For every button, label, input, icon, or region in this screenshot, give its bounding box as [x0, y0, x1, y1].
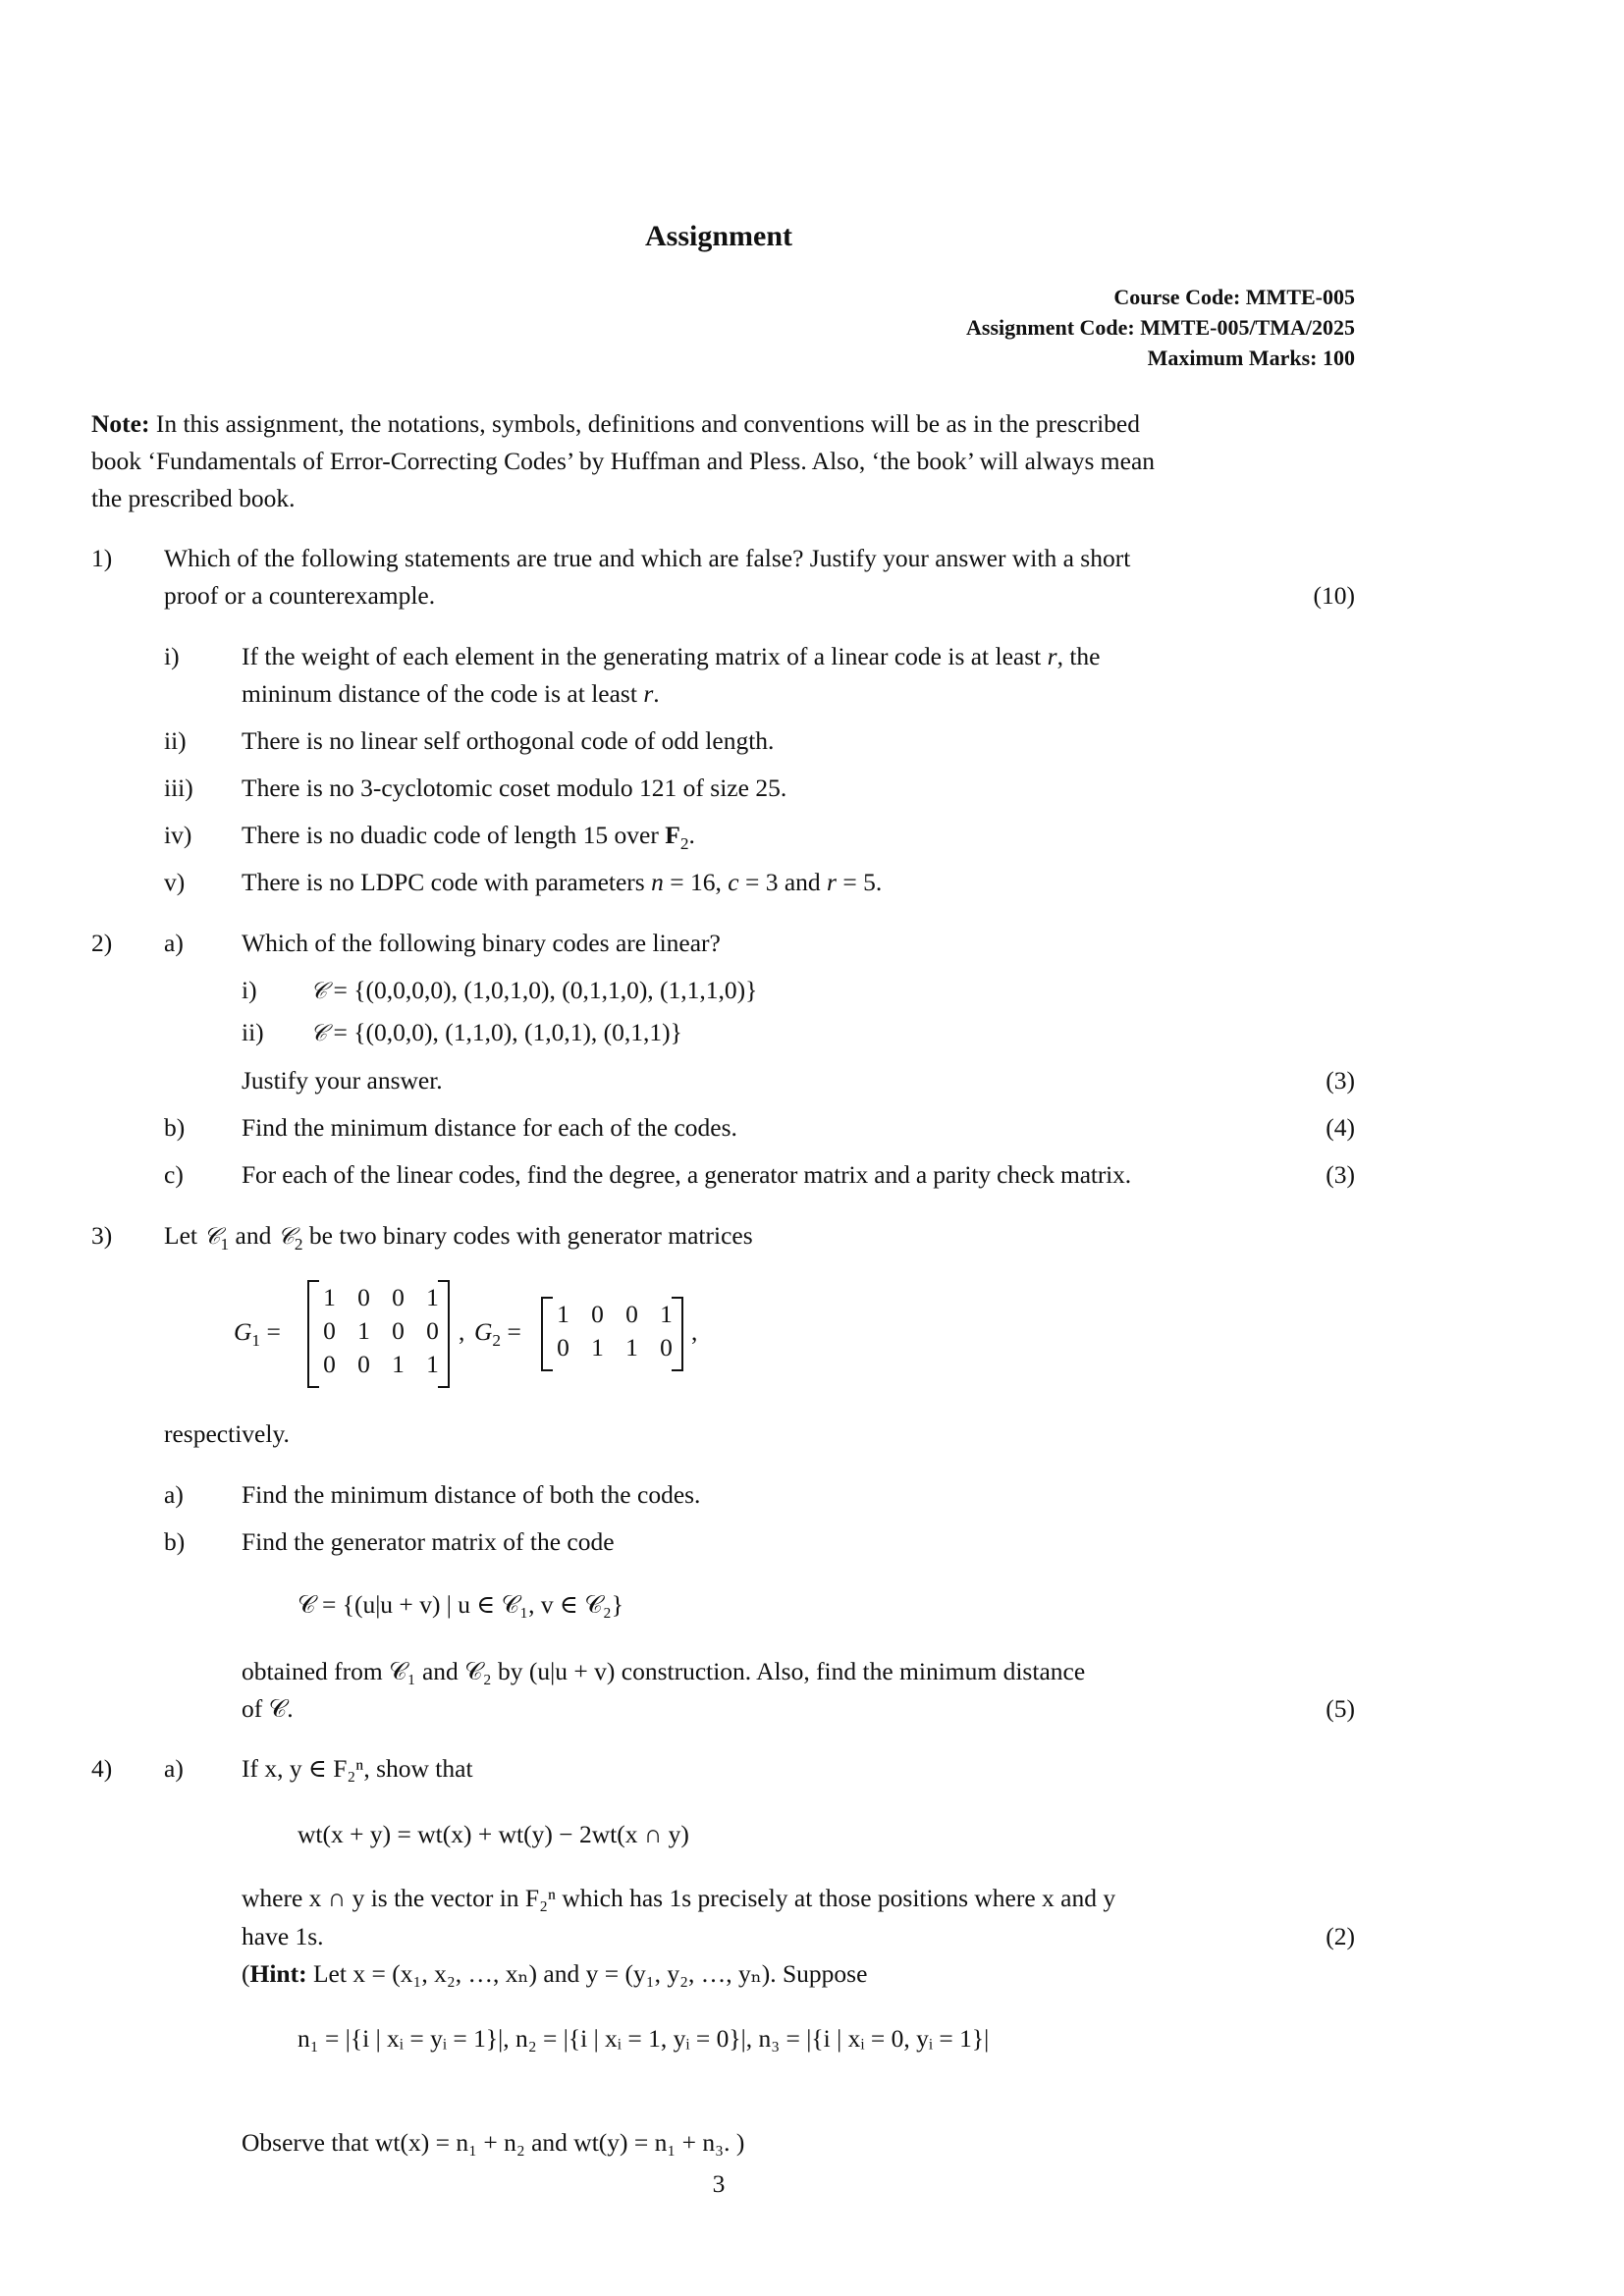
- q2-a-label: a): [164, 929, 184, 957]
- note-line-3: the prescribed book.: [91, 484, 296, 512]
- q1-item-iii-label: iii): [164, 774, 193, 802]
- q2-b-label: b): [164, 1113, 186, 1142]
- matrix-cell: 1: [591, 1333, 604, 1362]
- q2-a-marks: (3): [1326, 1066, 1355, 1095]
- matrix-cell: 0: [557, 1333, 569, 1362]
- q2-code-i-label: i): [242, 976, 257, 1004]
- q1-item-v-text: [242, 870, 882, 895]
- hint-label: Hint:: [249, 1959, 307, 1988]
- q1-number: 1): [91, 544, 113, 572]
- matrix-cell: 0: [392, 1283, 405, 1311]
- q3-intro: [164, 1221, 753, 1255]
- matrix-cell: 0: [357, 1283, 370, 1311]
- field-subscript: 2: [679, 834, 689, 854]
- q2-b-marks: (4): [1326, 1113, 1355, 1142]
- matrix-cell: 0: [625, 1300, 638, 1328]
- q3-b-marks: (5): [1326, 1694, 1355, 1723]
- g2-right-bracket: [672, 1297, 683, 1371]
- text: If the weight of each element in the generating matrix of a linear code is at least: [242, 642, 1048, 670]
- page-number: 3: [712, 2169, 726, 2198]
- text: , the: [1056, 642, 1101, 670]
- subscript: 2: [492, 1331, 502, 1351]
- g2-label: [474, 1317, 521, 1351]
- q1-item-iii-text: There is no 3-cyclotomic coset modulo 121 of size 25.: [242, 774, 787, 802]
- q3-a-text: Find the minimum distance of both the codes.: [242, 1480, 701, 1509]
- text: .: [653, 679, 660, 708]
- matrix-cell: 1: [660, 1300, 673, 1328]
- matrix-cell: 1: [625, 1333, 638, 1362]
- matrix-g1: [312, 1281, 450, 1381]
- q2-c-text: For each of the linear codes, find the degree, a generator matrix and a parity check matrix.: [242, 1160, 1131, 1189]
- text: mininum distance of the code is at least: [242, 679, 644, 708]
- course-code: Course Code: MMTE-005: [1113, 285, 1355, 309]
- q2-code-ii: [310, 1020, 682, 1045]
- assignment-code: Assignment Code: MMTE-005/TMA/2025: [966, 315, 1355, 340]
- q4-observe: Observe that wt(x) = n₁ + n₂ and wt(y) = n₁ + n₃. ): [242, 2128, 745, 2157]
- matrix-g2: [546, 1298, 683, 1364]
- code-set: = {(0,0,0,0), (1,0,1,0), (0,1,1,0), (1,1,1,0)}: [327, 976, 758, 1004]
- q2-code-ii-label: ii): [242, 1018, 264, 1046]
- subscript: 2: [294, 1235, 303, 1255]
- q1-item-ii-text: There is no linear self orthogonal code of odd length.: [242, 726, 775, 755]
- matrix-cell: 0: [660, 1333, 673, 1362]
- text: = 16,: [663, 868, 729, 896]
- text: = 3 and: [738, 868, 828, 896]
- document-title: Assignment: [644, 220, 792, 252]
- subscript: 1: [251, 1331, 261, 1351]
- q3-a-label: a): [164, 1480, 184, 1509]
- q2-a-text: Which of the following binary codes are linear?: [242, 929, 721, 957]
- text: = 5.: [836, 868, 883, 896]
- matrix-cell: 1: [323, 1283, 336, 1311]
- q1-item-iv-label: iv): [164, 821, 192, 849]
- subscript: 1: [220, 1235, 230, 1255]
- var-r: r: [643, 679, 654, 708]
- code-symbol: 𝒞: [310, 1019, 328, 1046]
- q4-weight-formula: wt(x + y) = wt(x) + wt(y) − 2wt(x ∩ y): [298, 1820, 689, 1848]
- q4-where-line-2: have 1s.: [242, 1922, 324, 1950]
- q2-c-marks: (3): [1326, 1160, 1355, 1189]
- g1-right-bracket: [438, 1280, 450, 1388]
- maximum-marks: Maximum Marks: 100: [1147, 346, 1355, 370]
- note-label: Note:: [91, 409, 150, 438]
- matrix-cell: 1: [426, 1283, 439, 1311]
- q4-where-line-1: where x ∩ y is the vector in F₂ⁿ which has 1s precisely at those positions where x and y: [242, 1884, 1116, 1912]
- matrix-cell: 0: [426, 1316, 439, 1345]
- text: be two binary codes with generator matrices: [302, 1221, 753, 1250]
- matrix-separator-comma: ,: [459, 1317, 465, 1346]
- q1-text-2: proof or a counterexample.: [164, 581, 436, 610]
- q1-item-v-label: v): [164, 868, 186, 896]
- note-line-2: book ‘Fundamentals of Error-Correcting Codes’ by Huffman and Pless. Also, ‘the book’ will always mean: [91, 447, 1156, 475]
- q2-c-label: c): [164, 1160, 184, 1189]
- q2-number: 2): [91, 929, 113, 957]
- q1-item-i-label: i): [164, 642, 180, 670]
- q2-b-text: Find the minimum distance for each of the codes.: [242, 1113, 737, 1142]
- code-symbol: 𝒞: [310, 977, 328, 1004]
- q4-a-label: a): [164, 1754, 184, 1783]
- var-c: c: [728, 868, 739, 896]
- q2-justify: Justify your answer.: [242, 1066, 443, 1095]
- q1-item-iv-text: [242, 821, 695, 854]
- g-symbol: G: [474, 1317, 493, 1346]
- q1-text-1: Which of the following statements are true and which are false? Justify your answer with a short: [164, 544, 1131, 572]
- matrix-trailing-comma: ,: [691, 1317, 698, 1346]
- q1-item-ii-label: ii): [164, 726, 187, 755]
- q1-item-i-line-1: [242, 644, 1100, 669]
- q4-a-intro: If x, y ∈ F₂ⁿ, show that: [242, 1754, 473, 1783]
- note-text-1: In this assignment, the notations, symbols, definitions and conventions will be as in the prescribed: [155, 409, 1140, 438]
- matrix-cell: 1: [392, 1350, 405, 1378]
- matrix-cell: 0: [323, 1316, 336, 1345]
- text: There is no LDPC code with parameters: [242, 868, 652, 896]
- equals-sign: =: [507, 1317, 521, 1346]
- note-line-1: [91, 411, 1140, 437]
- matrix-cell: 0: [591, 1300, 604, 1328]
- matrix-cell: 1: [557, 1300, 569, 1328]
- matrix-cell: 0: [392, 1316, 405, 1345]
- q3-b-text: Find the generator matrix of the code: [242, 1527, 615, 1556]
- q3-b-line-2: of 𝒞.: [242, 1694, 294, 1723]
- q3-respectively: respectively.: [164, 1419, 290, 1448]
- q3-b-formula: 𝒞 = {(u|u + v) | u ∈ 𝒞₁, v ∈ 𝒞₂}: [298, 1590, 623, 1619]
- text: There is no duadic code of length 15 over: [242, 821, 666, 849]
- code-set: = {(0,0,0), (1,1,0), (1,0,1), (0,1,1)}: [327, 1018, 682, 1046]
- text: .: [688, 821, 695, 849]
- var-r: r: [827, 868, 837, 896]
- q1-marks: (10): [1313, 581, 1355, 610]
- q3-b-label: b): [164, 1527, 186, 1556]
- var-r: r: [1047, 642, 1057, 670]
- var-n: n: [651, 868, 664, 896]
- q4-n-formula: n₁ = |{i | xᵢ = yᵢ = 1}|, n₂ = |{i | xᵢ = 1, yᵢ = 0}|, n₃ = |{i | xᵢ = 0, yᵢ = 1}|: [298, 2024, 990, 2053]
- matrix-cell: 1: [357, 1316, 370, 1345]
- q3-b-line-1: obtained from 𝒞₁ and 𝒞₂ by (u|u + v) construction. Also, find the minimum distance: [242, 1657, 1086, 1685]
- hint-text: Let x = (x₁, x₂, …, xₙ) and y = (y₁, y₂, …, yₙ). Suppose: [312, 1959, 868, 1988]
- matrix-cell: 0: [323, 1350, 336, 1378]
- q3-number: 3): [91, 1221, 113, 1250]
- text: and: [229, 1221, 278, 1250]
- matrix-cell: 1: [426, 1350, 439, 1378]
- g-symbol: G: [234, 1317, 252, 1346]
- field-symbol: F: [665, 821, 680, 849]
- q4-a-marks: (2): [1326, 1922, 1355, 1950]
- text: Let: [164, 1221, 204, 1250]
- q2-code-i: [310, 978, 757, 1003]
- g1-label: [234, 1317, 281, 1351]
- code-c1-symbol: 𝒞: [203, 1222, 221, 1250]
- q1-item-i-line-2: [242, 681, 660, 707]
- code-c2-symbol: 𝒞: [277, 1222, 295, 1250]
- matrix-cell: 0: [357, 1350, 370, 1378]
- equals-sign: =: [266, 1317, 281, 1346]
- q4-hint: (Hint: Let x = (x₁, x₂, …, xₙ) and y = (y₁, y₂, …, yₙ). Suppose: [242, 1959, 868, 1988]
- q4-number: 4): [91, 1754, 113, 1783]
